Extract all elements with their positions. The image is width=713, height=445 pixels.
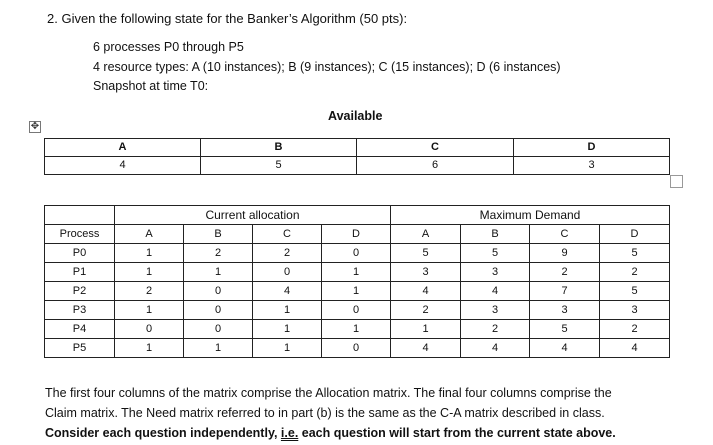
footer-line-2: Claim matrix. The Need matrix referred to in part (b) is the same as the C-A matrix described in class. [45, 406, 605, 420]
available-header-d: D [514, 139, 670, 157]
available-value-d: 3 [514, 157, 670, 175]
available-header-c: C [357, 139, 514, 157]
max-cell: 9 [530, 244, 600, 263]
footer-ie-text: i.e. [280, 426, 299, 440]
footer-line-3-post: each question will start from the current state above. [298, 426, 616, 440]
table-row [45, 282, 670, 301]
process-cell: P4 [45, 320, 115, 339]
alloc-cell: 2 [184, 244, 253, 263]
max-cell: 3 [461, 263, 530, 282]
available-table [44, 138, 670, 175]
max-cell: 2 [461, 320, 530, 339]
allocation-matrix-table [44, 205, 670, 358]
process-header: Process [45, 225, 115, 244]
alloc-cell: 1 [115, 301, 184, 320]
col-header: C [530, 225, 600, 244]
alloc-cell: 0 [322, 301, 391, 320]
max-cell: 3 [600, 301, 670, 320]
max-cell: 1 [391, 320, 461, 339]
table-row [45, 320, 670, 339]
col-header: B [184, 225, 253, 244]
table-resize-handle[interactable] [670, 175, 683, 188]
available-value-b: 5 [201, 157, 357, 175]
group-header-row [45, 206, 670, 225]
alloc-cell: 1 [115, 263, 184, 282]
footer-line-3-pre: Consider each question independently, [45, 426, 281, 440]
available-header-row [45, 139, 670, 157]
max-cell: 3 [530, 301, 600, 320]
snapshot-line: Snapshot at time T0: [93, 79, 209, 93]
footer-line-3 [45, 426, 616, 440]
max-cell: 2 [600, 263, 670, 282]
col-header: D [600, 225, 670, 244]
alloc-cell: 0 [115, 320, 184, 339]
available-title: Available [328, 109, 383, 123]
alloc-cell: 0 [322, 339, 391, 358]
table-row [45, 263, 670, 282]
max-cell: 2 [530, 263, 600, 282]
processes-line: 6 processes P0 through P5 [93, 40, 244, 54]
process-cell: P3 [45, 301, 115, 320]
max-cell: 5 [530, 320, 600, 339]
alloc-cell: 1 [184, 263, 253, 282]
max-cell: 3 [391, 263, 461, 282]
table-row [45, 339, 670, 358]
process-cell: P2 [45, 282, 115, 301]
alloc-cell: 1 [115, 244, 184, 263]
current-allocation-header: Current allocation [115, 206, 391, 225]
process-cell: P5 [45, 339, 115, 358]
max-cell: 4 [600, 339, 670, 358]
alloc-cell: 1 [115, 339, 184, 358]
alloc-cell: 0 [322, 244, 391, 263]
col-header: A [391, 225, 461, 244]
available-value-c: 6 [357, 157, 514, 175]
alloc-cell: 0 [253, 263, 322, 282]
table-row [45, 301, 670, 320]
alloc-cell: 1 [322, 320, 391, 339]
table-row [45, 244, 670, 263]
footer-line-1: The first four columns of the matrix comprise the Allocation matrix. The final four columns comprise the [45, 386, 612, 400]
max-cell: 5 [600, 282, 670, 301]
process-cell: P1 [45, 263, 115, 282]
column-header-row [45, 225, 670, 244]
max-cell: 4 [391, 282, 461, 301]
alloc-cell: 4 [253, 282, 322, 301]
alloc-cell: 1 [253, 339, 322, 358]
alloc-cell: 0 [184, 320, 253, 339]
maximum-demand-header: Maximum Demand [391, 206, 670, 225]
question-title: 2. Given the following state for the Banker’s Algorithm (50 pts): [47, 11, 408, 26]
alloc-cell: 1 [322, 263, 391, 282]
max-cell: 4 [530, 339, 600, 358]
alloc-cell: 1 [322, 282, 391, 301]
max-cell: 2 [600, 320, 670, 339]
max-cell: 5 [461, 244, 530, 263]
col-header: D [322, 225, 391, 244]
process-group-cell [45, 206, 115, 225]
max-cell: 5 [391, 244, 461, 263]
available-header-b: B [201, 139, 357, 157]
max-cell: 7 [530, 282, 600, 301]
table-move-handle-icon[interactable]: ✥ [30, 121, 40, 132]
available-value-a: 4 [45, 157, 201, 175]
max-cell: 5 [600, 244, 670, 263]
alloc-cell: 1 [253, 301, 322, 320]
process-cell: P0 [45, 244, 115, 263]
max-cell: 3 [461, 301, 530, 320]
max-cell: 2 [391, 301, 461, 320]
alloc-cell: 1 [184, 339, 253, 358]
resource-types-line: 4 resource types: A (10 instances); B (9 instances); C (15 instances); D (6 instances) [93, 60, 561, 74]
alloc-cell: 0 [184, 301, 253, 320]
alloc-cell: 1 [253, 320, 322, 339]
max-cell: 4 [461, 339, 530, 358]
col-header: C [253, 225, 322, 244]
available-value-row [45, 157, 670, 175]
available-header-a: A [45, 139, 201, 157]
alloc-cell: 2 [253, 244, 322, 263]
alloc-cell: 0 [184, 282, 253, 301]
alloc-cell: 2 [115, 282, 184, 301]
col-header: A [115, 225, 184, 244]
col-header: B [461, 225, 530, 244]
max-cell: 4 [461, 282, 530, 301]
max-cell: 4 [391, 339, 461, 358]
